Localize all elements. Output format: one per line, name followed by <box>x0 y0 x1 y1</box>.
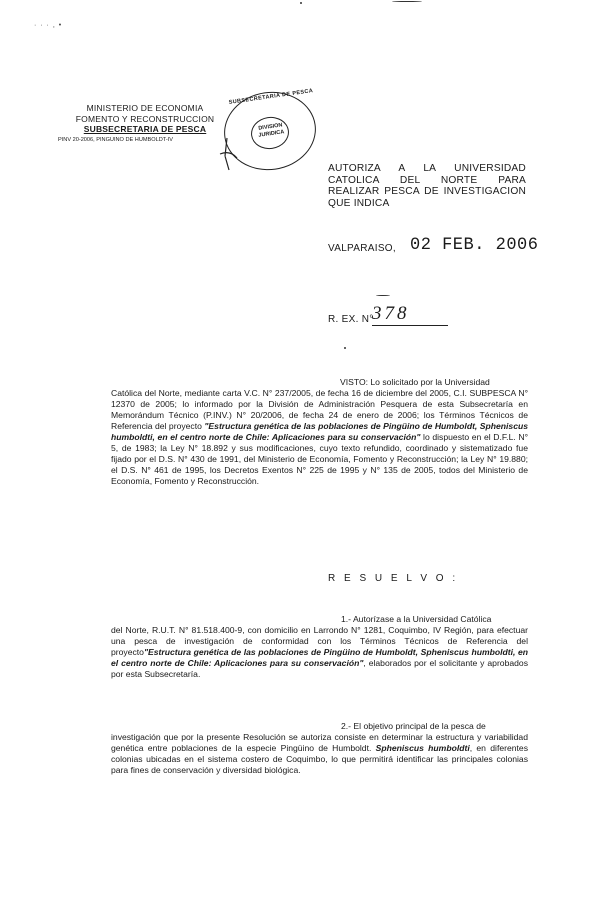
visto-text: Católica del Norte, mediante carta V.C. N° 237/2005, de fecha 16 de diciembre del 2005, C.I. SUBPESCA N° 12370 de 2005; lo informado por la División de Administración Pesquera de esta Subsecretaría en Memorándum Técnico (P.INV.) N° 20/2006, de fecha 24 de enero de 2006; los Términos Técnicos de Referencia del proyecto <box>111 388 528 431</box>
resolution-number-underline <box>372 325 448 326</box>
item-2-paragraph: investigación que por la presente Resolución se autoriza consiste en determinar la estructura y variabilidad genética entre poblaciones de la especie Pingüino de Humboldt. Spheniscus humboldti, en diferentes colonias ubicadas en el sistema costero de Coquimbo, lo que permitirá identificar las principales colonias para fines de conservación y diversidad biológica. <box>111 732 528 775</box>
scan-speck <box>376 295 390 296</box>
title-line-1: AUTORIZA A LA UNIVERSIDAD <box>328 163 526 174</box>
item-1-paragraph <box>111 625 528 680</box>
item-1-text: del Norte, R.U.T. N° 81.518.400-9, con domicilio en Larrondo N° 1281, Coquimbo, IV Región, para efectuar una pesca de investigación de conformidad con los Términos Técnicos de Referencia del proyecto <box>111 625 528 657</box>
ministry-name: MINISTERIO DE ECONOMIA <box>86 103 204 113</box>
file-reference: PINV 20-2006, PINGUINO DE HUMBOLDT-IV <box>58 136 174 143</box>
scan-speck <box>344 347 346 349</box>
place-label: VALPARAISO, <box>328 243 396 254</box>
stamp-center-line2: JURIDICA <box>258 129 285 139</box>
visto-text-tail: lo dispuesto en el D.F.L. N° 5, de 1983; la Ley N° 18.892 y sus modificaciones, cuyo texto refundido, coordinado y sistematizado fue fijado por el D.S. N° 430 de 1991, del Ministerio de Economía, Fomento y Reconstrucción; la Ley N° 19.880; el D.S. N° 461 de 1995, los Decretos Exentos N° 225 de 1995 y N° 135 de 2005, todos del Ministerio de Economía, Fomento y Reconstrucción. <box>111 432 529 486</box>
scan-speck <box>392 1 422 2</box>
item-1-tail: , elaborados por el solicitante y aprobados por esta Subsecretaría. <box>111 658 528 679</box>
subsecretaria-name: SUBSECRETARIA DE PESCA <box>83 124 207 134</box>
visto-paragraph <box>111 388 528 487</box>
title-line-2: CATOLICA DEL NORTE PARA <box>328 174 526 186</box>
item-1-lead: 1.- Autorízase a la Universidad Católica <box>341 614 492 624</box>
visto-lead: VISTO: Lo solicitado por la Universidad <box>340 377 490 387</box>
item-2-species: Spheniscus humboldti <box>375 743 470 753</box>
scan-specks: · · · , • <box>34 22 63 29</box>
title-line-4: QUE INDICA <box>328 197 390 209</box>
resuelvo-heading: R E S U E L V O : <box>328 573 459 584</box>
stamp-center-line1: DIVISION <box>258 122 283 132</box>
resolution-number-label: R. EX. N° <box>328 314 374 325</box>
stamp-ring-text: SUBSECRETARIA DE PESCA <box>228 88 314 106</box>
date-stamp: 02 FEB. 2006 <box>410 235 539 256</box>
item-2-lead: 2.- El objetivo principal de la pesca de <box>341 721 486 731</box>
resolution-title <box>328 163 526 209</box>
title-line-3: REALIZAR PESCA DE INVESTIGACION <box>328 186 526 197</box>
visto-project-title: "Estructura genética de las poblaciones de Pingüino de Humboldt, Spheniscus humboldti, en el centro norte de Chile: Aplicaciones para su conservación" <box>111 421 528 442</box>
item-2-tail: , en diferentes colonias ubicadas en el sistema costero de Coquimbo, lo que permitirá identificar las principales colonias para fines de conservación y diversidad biológica. <box>111 743 528 775</box>
item-2-text: investigación que por la presente Resolución se autoriza consiste en determinar la estructura y variabilidad genética entre poblaciones de la especie Pingüino de Humboldt <box>111 732 528 753</box>
scan-speck <box>300 2 302 4</box>
resolution-number: 378 <box>372 303 410 324</box>
ministry-name-2: FOMENTO Y RECONSTRUCCION <box>75 113 215 124</box>
item-1-project-title: "Estructura genética de las poblaciones de Pingüino de Humboldt, Spheniscus humboldti, en el centro norte de Chile: Aplicaciones para su conservación" <box>111 647 528 668</box>
letterhead <box>60 103 230 145</box>
